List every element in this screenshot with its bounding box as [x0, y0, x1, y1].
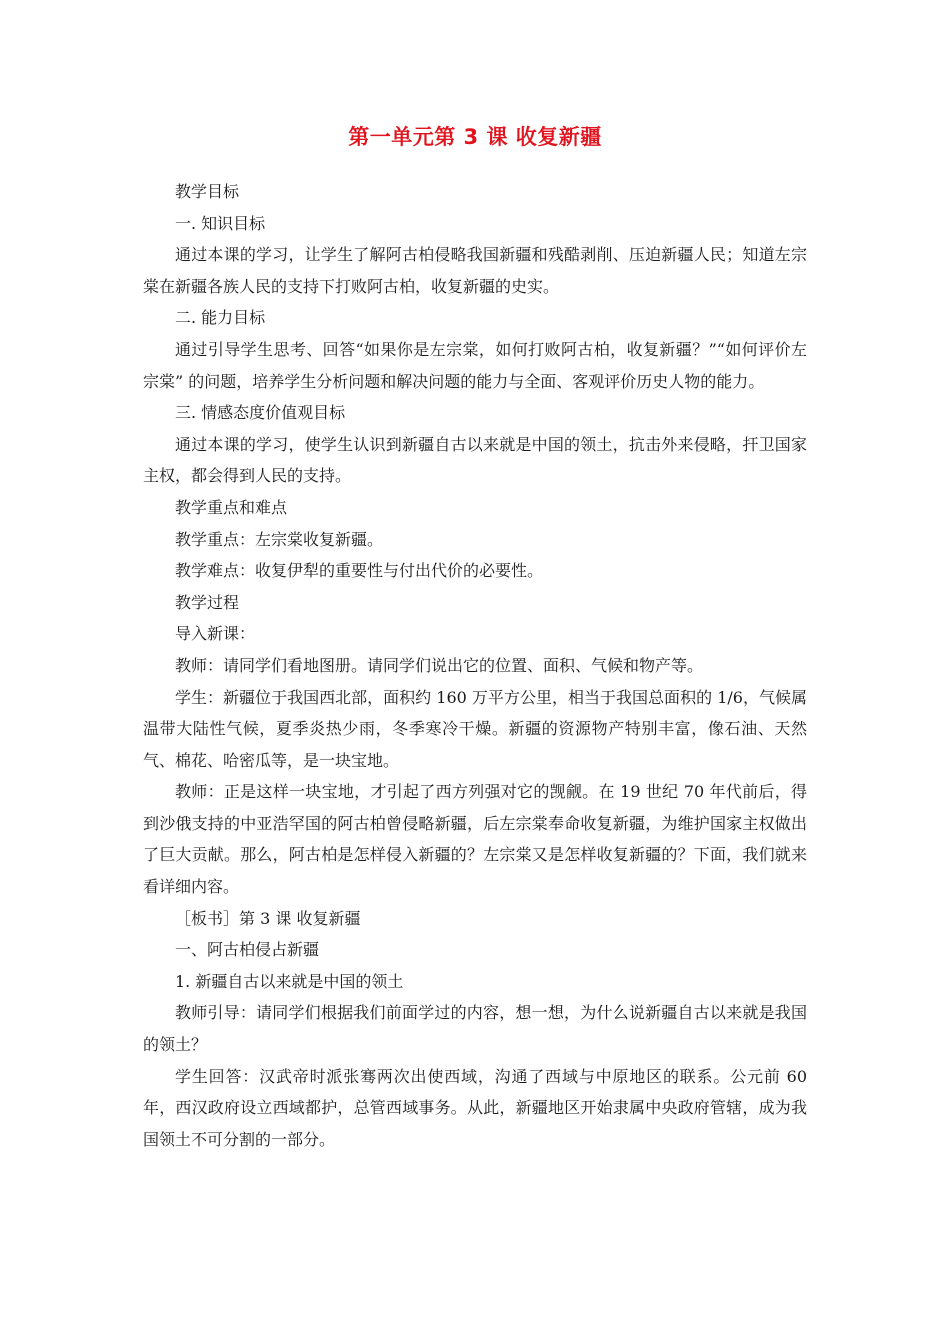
paragraph-values-objective: 通过本课的学习，使学生认识到新疆自古以来就是中国的领土，抗击外来侵略，扞卫国家主权，都会得到人民的支持。	[143, 434, 807, 486]
paragraph-student-xinjiang: 学生：新疆位于我国西北部，面积约 160 万平方公里，相当于我国总面积的 1/6，气候属温带大陆性气候，夏季炎热少雨，冬季寒冷干燥。新疆的资源物产特别丰富，像石油、天然气、棉花、哈密瓜等，是一块宝地。	[143, 687, 807, 770]
paragraph-teacher-map: 教师：请同学们看地图册。请同学们说出它的位置、面积、气候和物产等。	[175, 655, 704, 675]
heading-values-objective: 三. 情感态度价值观目标	[175, 403, 346, 423]
paragraph-difficult-point: 教学难点：收复伊犁的重要性与付出代价的必要性。	[175, 561, 544, 581]
document-title: 第一单元第 3 课 收复新疆	[348, 125, 602, 149]
paragraph-blackboard: ［板书］第 3 课 收复新疆	[175, 908, 361, 928]
paragraph-key-point: 教学重点：左宗棠收复新疆。	[175, 529, 384, 549]
heading-introduction: 导入新课：	[175, 624, 256, 644]
paragraph-knowledge-objective: 通过本课的学习，让学生了解阿古柏侵略我国新疆和残酷剥削、压迫新疆人民；知道左宗棠在新疆各族人民的支持下打败阿古柏，收复新疆的史实。	[143, 245, 807, 296]
paragraph-student-answer: 学生回答：汉武帝时派张骞两次出使西域，沟通了西域与中原地区的联系。公元前 60 年，西汉政府设立西域都护，总管西域事务。从此，新疆地区开始隶属中央政府管辖，成为我国领土不可分割的一部分。	[143, 1066, 807, 1149]
heading-teaching-process: 教学过程	[175, 592, 240, 612]
paragraph-ability-objective: 通过引导学生思考、回答“如果你是左宗棠，如何打败阿古柏，收复新疆？”“如何评价左宗棠” 的问题，培养学生分析问题和解决问题的能力与全面、客观评价历史人物的能力。	[143, 339, 807, 391]
heading-ability-objective: 二. 能力目标	[175, 308, 266, 328]
heading-knowledge-objective: 一. 知识目标	[175, 213, 266, 233]
paragraph-teacher-intro: 教师：正是这样一块宝地，才引起了西方列强对它的觊觎。在 19 世纪 70 年代前后，得到沙俄支持的中亚浩罕国的阿古柏曾侵略新疆，后左宗棠奉命收复新疆，为维护国家主权做出了巨大贡献。那么，阿古柏是怎样侵入新疆的？左宗棠又是怎样收复新疆的？下面，我们就来看详细内容。	[143, 782, 807, 897]
heading-section-one: 一、阿古柏侵占新疆	[175, 940, 320, 960]
heading-key-points: 教学重点和难点	[175, 497, 288, 517]
document-body	[143, 176, 807, 1155]
heading-subsection-one: 1. 新疆自古以来就是中国的领土	[175, 971, 404, 991]
heading-teaching-objectives: 教学目标	[175, 182, 240, 201]
paragraph-teacher-guide: 教师引导：请同学们根据我们前面学过的内容，想一想，为什么说新疆自古以来就是我国的领土？	[143, 1003, 807, 1055]
